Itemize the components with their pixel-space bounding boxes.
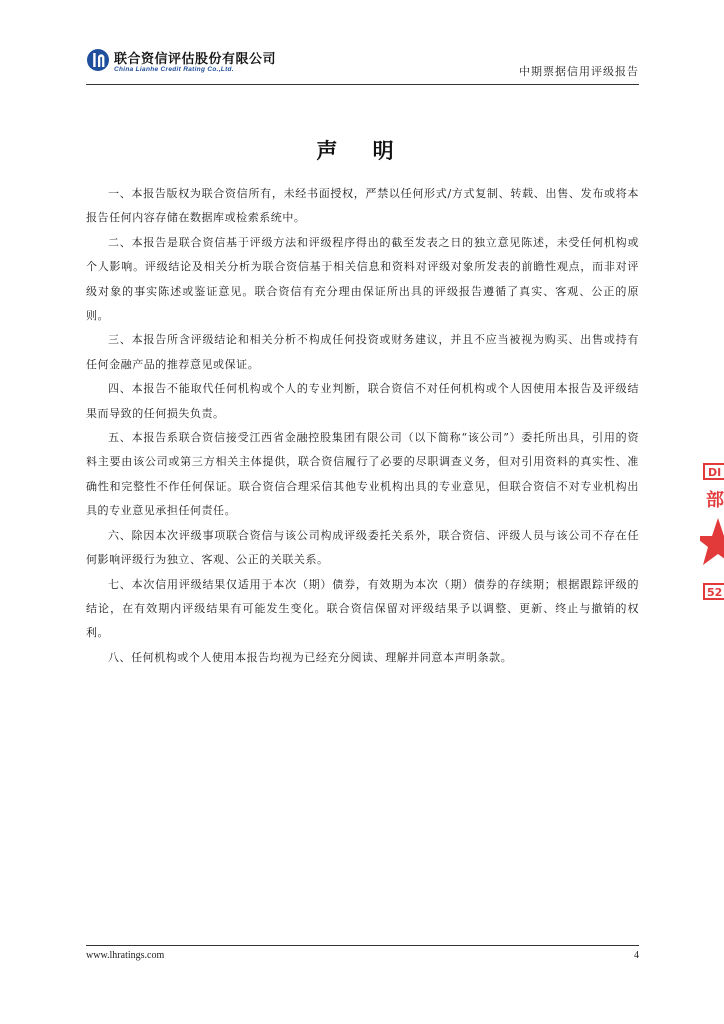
report-type-label: 中期票据信用评级报告 <box>519 65 639 78</box>
footer-divider <box>86 945 639 946</box>
page-header <box>86 46 639 86</box>
statement-body <box>86 182 639 670</box>
page-number: 4 <box>634 950 639 961</box>
statement-paragraph-6: 六、除因本次评级事项联合资信与该公司构成评级委托关系外，联合资信、评级人员与该公司不存在任何影响评级行为独立、客观、公正的关联关系。 <box>86 528 639 567</box>
footer-website-link[interactable]: www.lhratings.com <box>86 950 165 961</box>
statement-paragraph-8: 八、任何机构或个人使用本报告均视为已经充分阅读、理解并同意本声明条款。 <box>108 650 513 664</box>
company-seal-stamp <box>700 462 724 602</box>
company-logo-icon <box>86 48 110 72</box>
seal-text-mid: 部 <box>706 490 724 511</box>
statement-paragraph-2: 二、本报告是联合资信基于评级方法和评级程序得出的截至发表之日的独立意见陈述，未受任何机构或个人影响。评级结论及相关分析为联合资信基于相关信息和资料对评级对象所发表的前瞻性观点，而非对评级对象的事实陈述或鉴证意见。联合资信有充分理由保证所出具的评级报告遵循了真实、客观、公正的原则。 <box>86 235 639 323</box>
statement-paragraph-7: 七、本次信用评级结果仅适用于本次（期）债券，有效期为本次（期）债券的存续期；根据跟踪评级的结论，在有效期内评级结果有可能发生变化。联合资信保留对评级结果予以调整、更新、终止与撤销的权利。 <box>86 577 639 640</box>
statement-paragraph-5: 五、本报告系联合资信接受江西省金融控股集团有限公司（以下简称“该公司”）委托所出具，引用的资料主要由该公司或第三方相关主体提供，联合资信履行了必要的尽职调查义务，但对引用资料的真实性、准确性和完整性不作任何保证。联合资信合理采信其他专业机构出具的专业意见，但联合资信不对专业机构出具的专业意见承担任何责任。 <box>86 431 639 518</box>
statement-paragraph-4: 四、本报告不能取代任何机构或个人的专业判断，联合资信不对任何机构或个人因使用本报告及评级结果而导致的任何损失负责。 <box>86 382 639 420</box>
statement-paragraph-1: 一、本报告版权为联合资信所有，未经书面授权，严禁以任何形式/方式复制、转载、出售、发布或将本报告任何内容存储在数据库或检索系统中。 <box>86 187 639 225</box>
company-name-en: China Lianhe Credit Rating Co.,Ltd. <box>114 66 234 73</box>
seal-text-bottom: 52 <box>707 586 723 599</box>
statement-paragraph-3: 三、本报告所含评级结论和相关分析不构成任何投资或财务建议，并且不应当被视为购买、出售或持有任何金融产品的推荐意见或保证。 <box>86 333 639 371</box>
company-name-cn: 联合资信评估股份有限公司 <box>114 52 277 67</box>
header-divider <box>86 84 639 85</box>
page-title: 声 明 <box>316 139 408 163</box>
seal-text-top: DI <box>708 466 722 479</box>
